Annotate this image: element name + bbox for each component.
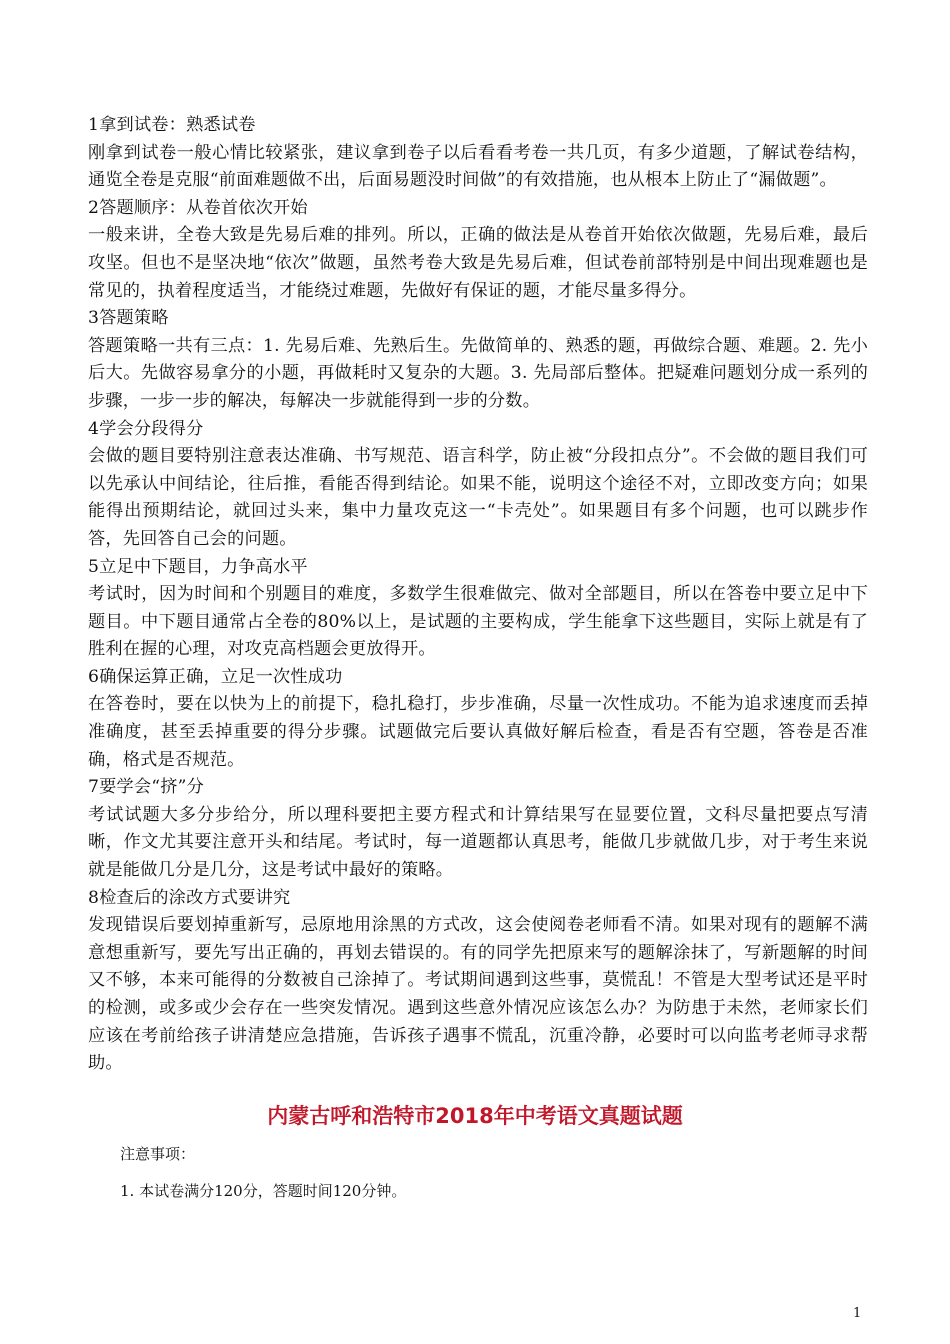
tip-heading: 6确保运算正确，立足一次性成功 — [88, 666, 343, 687]
tip-body: 在答卷时，要在以快为上的前提下，稳扎稳打，步步准确，尽量一次性成功。不能为追求速度而丢掉准确度，甚至丢掉重要的得分步骤。试题做完后要认真做好解后检查，看是否有空题，答卷是否准确，格式是否规范。 — [88, 694, 868, 770]
tip-body: 答题策略一共有三点：1. 先易后难、先熟后生。先做简单的、熟悉的题，再做综合题、难题。2. 先小后大。先做容易拿分的小题，再做耗时又复杂的大题。3. 先局部后整体。把疑难问题划分成一系列的步骤，一步一步的解决，每解决一步就能得到一步的分数。 — [88, 335, 868, 411]
notice-item: 1. 本试卷满分120分，答题时间120分钟。 — [120, 1182, 407, 1200]
page-number: 1 — [853, 1306, 862, 1321]
tip-heading: 2答题顺序：从卷首依次开始 — [88, 197, 308, 218]
tip-heading: 7要学会“挤”分 — [88, 777, 205, 798]
tip-body: 一般来讲，全卷大致是先易后难的排列。所以，正确的做法是从卷首开始依次做题，先易后难，最后攻坚。但也不是坚决地“依次”做题，虽然考卷大致是先易后难，但试卷前部特别是中间出现难题也是常见的，执着程度适当，才能绕过难题，先做好有保证的题，才能尽量多得分。 — [88, 225, 868, 301]
tip-body: 会做的题目要特别注意表达准确、书写规范、语言科学，防止被“分段扣点分”。不会做的题目我们可以先承认中间结论，往后推，看能否得到结论。如果不能，说明这个途径不对，立即改变方向；如果能得出预期结论，就回过头来，集中力量攻克这一“卡壳处”。如果题目有多个问题，也可以跳步作答，先回答自己会的问题。 — [88, 446, 868, 549]
tip-heading: 3答题策略 — [88, 308, 169, 329]
tip-body: 考试时，因为时间和个别题目的难度，多数学生很难做完、做对全部题目，所以在答卷中要立足中下题目。中下题目通常占全卷的80%以上，是试题的主要构成，学生能拿下这些题目，实际上就是有了胜利在握的心理，对攻克高档题会更放得开。 — [88, 584, 868, 660]
exam-title: 内蒙古呼和浩特市2018年中考语文真题试题 — [267, 1104, 683, 1128]
tip-block — [88, 885, 868, 1078]
tip-block — [88, 416, 868, 554]
exam-tips-section — [88, 112, 868, 1078]
tip-body: 刚拿到试卷一般心情比较紧张，建议拿到卷子以后看看考卷一共几页，有多少道题，了解试卷结构，通览全卷是克服“前面难题做不出，后面易题没时间做”的有效措施，也从根本上防止了“漏做题”。 — [88, 142, 868, 191]
tip-block — [88, 195, 868, 305]
tip-heading: 1拿到试卷：熟悉试卷 — [88, 115, 256, 135]
tip-block — [88, 305, 868, 415]
tip-block — [88, 664, 868, 774]
tip-heading: 5立足中下题目，力争高水平 — [88, 556, 308, 577]
tip-body: 发现错误后要划掉重新写，忌原地用涂黑的方式改，这会使阅卷老师看不清。如果对现有的题解不满意想重新写，要先写出正确的，再划去错误的。有的同学先把原来写的题解涂抹了，写新题解的时间又不够，本来可能得的分数被自己涂掉了。考试期间遇到这些事，莫慌乱！不管是大型考试还是平时的检测，或多或少会存在一些突发情况。遇到这些意外情况应该怎么办？为防患于未然，老师家长们应该在考前给孩子讲清楚应急措施，告诉孩子遇事不慌乱，沉重冷静，必要时可以向监考老师寻求帮助。 — [88, 915, 868, 1074]
tip-block — [88, 112, 868, 195]
notice-label: 注意事项： — [120, 1145, 196, 1163]
tip-body: 考试试题大多分步给分，所以理科要把主要方程式和计算结果写在显要位置，文科尽量把要点写清晰，作文尤其要注意开头和结尾。考试时，每一道题都认真思考，能做几步就做几步，对于考生来说就是能做几分是几分，这是考试中最好的策略。 — [88, 804, 868, 881]
tip-block — [88, 554, 868, 664]
tip-heading: 8检查后的涂改方式要讲究 — [88, 887, 291, 908]
tip-block — [88, 774, 868, 884]
tip-heading: 4学会分段得分 — [88, 418, 204, 439]
